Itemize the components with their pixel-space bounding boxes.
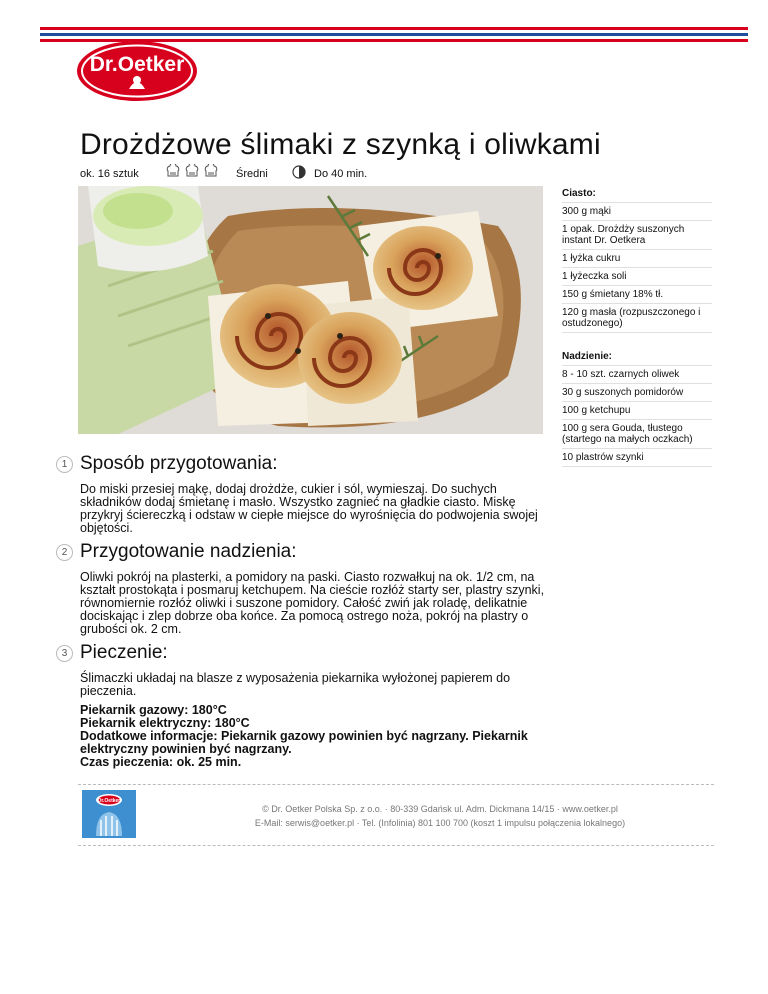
dr-oetker-logo	[76, 40, 198, 102]
footer-divider-top	[78, 784, 714, 785]
baking-extra: Dodatkowe informacje: Piekarnik gazowy powinien być nagrzany. Piekarnik elektryczny powinien być nagrzany.	[80, 729, 528, 756]
ingredient-item: 1 opak. Drożdży suszonych instant Dr. Oetkera	[562, 221, 712, 250]
baking-duration: Czas pieczenia: ok. 25 min.	[80, 755, 242, 769]
step-text: Oliwki pokrój na plasterki, a pomidory na paski. Ciasto rozwałkuj na ok. 1/2 cm, na kształt prostokąta i posmaruj ketchupem. Na cieście rozłóż starty ser, plastry szynki, równomiernie rozłóż oliwki i suszone pomidory. Całość zwiń jak roladę, delikatnie dociskając i zlep dobrze oba końce. Za pomocą ostrego noża, pokrój na plastry o grubości ok. 2 cm.	[80, 570, 545, 636]
recipe-photo	[78, 186, 543, 434]
ingredients-panel	[562, 186, 712, 467]
baking-electric: Piekarnik elektryczny: 180°C	[80, 716, 250, 730]
footer-line-1: © Dr. Oetker Polska Sp. z o.o. · 80-339 Gdańsk ul. Adm. Dickmana 14/15 · www.oetker.pl	[262, 804, 618, 814]
baking-info	[80, 704, 540, 769]
step-number: 3	[56, 645, 73, 662]
step-number: 1	[56, 456, 73, 473]
footer-divider-bottom	[78, 845, 714, 846]
recipe-difficulty: Średni	[236, 168, 268, 180]
ingredient-item: 1 łyżka cukru	[562, 250, 712, 268]
svg-text:Dr.Oetker: Dr.Oetker	[89, 53, 185, 76]
chef-hat-icon	[203, 164, 219, 178]
recipe-title: Drożdżowe ślimaki z szynką i oliwkami	[80, 128, 601, 161]
ingredient-item: 150 g śmietany 18% tł.	[562, 286, 712, 304]
step-title: Sposób przygotowania:	[80, 453, 278, 474]
step-2	[56, 541, 556, 636]
step-1	[56, 453, 556, 535]
chef-hat-icon	[165, 164, 181, 178]
ingredient-item: 120 g masła (rozpuszczonego i ostudzonego)	[562, 304, 712, 333]
ingredient-item: 1 łyżeczka soli	[562, 268, 712, 286]
recipe-time: Do 40 min.	[314, 168, 368, 180]
ingredient-item: 100 g sera Gouda, tłustego (startego na małych oczkach)	[562, 420, 712, 449]
step-3	[56, 642, 556, 698]
footer-brand-badge	[82, 790, 136, 838]
recipe-yield: ok. 16 sztuk	[80, 168, 139, 180]
step-title: Przygotowanie nadzienia:	[80, 541, 297, 562]
baking-gas: Piekarnik gazowy: 180°C	[80, 703, 227, 717]
svg-text:Dr.Oetker: Dr.Oetker	[97, 798, 121, 804]
step-text: Ślimaczki układaj na blasze z wyposażenia piekarnika wyłożonej papierem do pieczenia.	[80, 671, 511, 698]
ingredient-item: 30 g suszonych pomidorów	[562, 384, 712, 402]
chef-hat-icon	[184, 164, 200, 178]
ingredient-item: 300 g mąki	[562, 203, 712, 221]
step-number: 2	[56, 544, 73, 561]
footer-text	[200, 802, 680, 830]
filling-heading: Nadzienie:	[562, 349, 712, 366]
step-text: Do miski przesiej mąkę, dodaj drożdże, cukier i sól, wymieszaj. Do suchych składników dodaj śmietanę i masło. Wszystko zagnieć na gładkie ciasto. Miskę przykryj ściereczką i odstaw w ciepłe miejsce do wyrośnięcia do podwojenia swojej objętości.	[80, 482, 538, 535]
difficulty-icons	[165, 164, 219, 178]
dough-heading: Ciasto:	[562, 186, 712, 203]
step-title: Pieczenie:	[80, 642, 168, 663]
footer-line-2: E-Mail: serwis@oetker.pl · Tel. (Infolinia) 801 100 700 (koszt 1 impulsu połączenia lokalnego)	[254, 818, 626, 828]
clock-icon	[292, 165, 306, 179]
ingredient-item: 8 - 10 szt. czarnych oliwek	[562, 366, 712, 384]
ingredient-item: 100 g ketchupu	[562, 402, 712, 420]
ingredient-item: 10 plastrów szynki	[562, 449, 712, 467]
